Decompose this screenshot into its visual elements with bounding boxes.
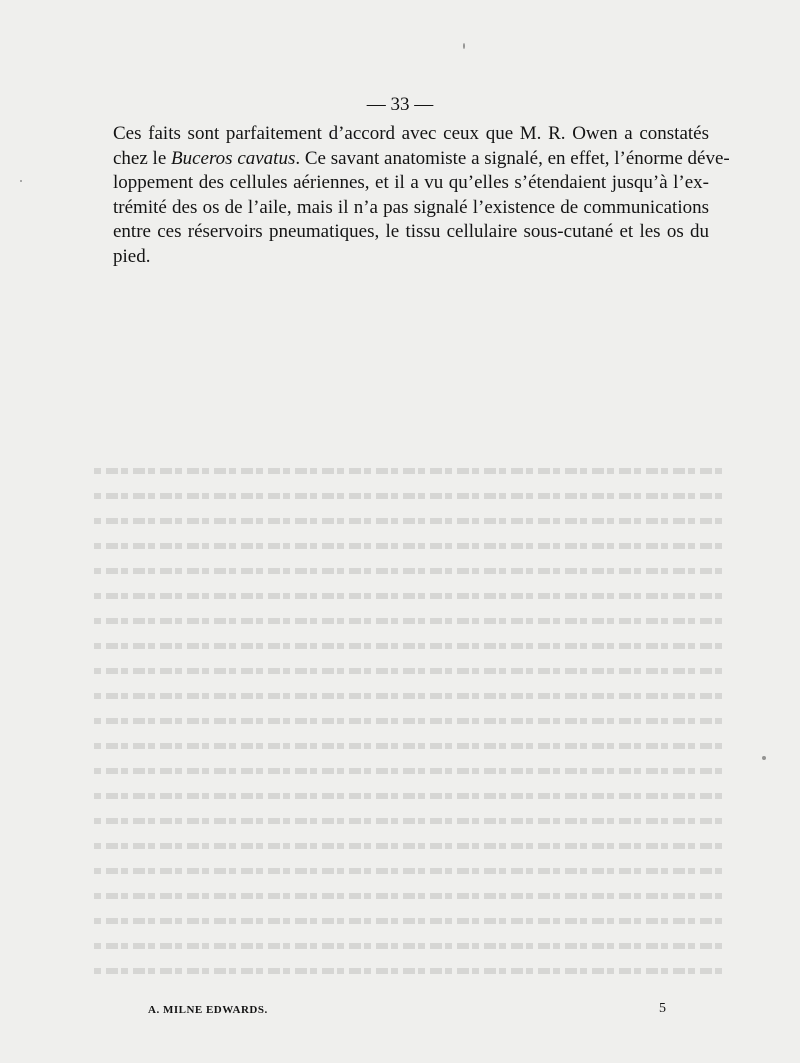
text-line: loppement des cellules aériennes, et il a vu qu’elles s’étendaient jusqu’à l’ex- [113, 172, 709, 193]
footer-author: A. MILNE EDWARDS. [148, 1004, 268, 1016]
species-name: Buceros cavatus [171, 147, 296, 169]
footer-sheet-number: 5 [659, 1001, 666, 1016]
paper-speck [20, 180, 22, 182]
text-line: chez le Buceros cavatus. Ce savant anatomiste a signalé, en effet, l’énorme déve- [113, 147, 730, 169]
text-line: trémité des os de l’aile, mais il n’a pas signalé l’existence de communications [113, 196, 709, 218]
text-line: pied. [113, 245, 151, 267]
text-line: Ces faits sont parfaitement d’accord avec ceux que M. R. Owen a constatés [113, 123, 709, 144]
show-through-text [92, 250, 722, 990]
paper-speck [762, 756, 766, 760]
text-line: entre ces réservoirs pneumatiques, le tissu cellulaire sous-cutané et les os du [113, 221, 709, 242]
paper-speck [463, 43, 465, 49]
body-paragraph [113, 122, 730, 269]
page-number: — 33 — [366, 94, 434, 115]
